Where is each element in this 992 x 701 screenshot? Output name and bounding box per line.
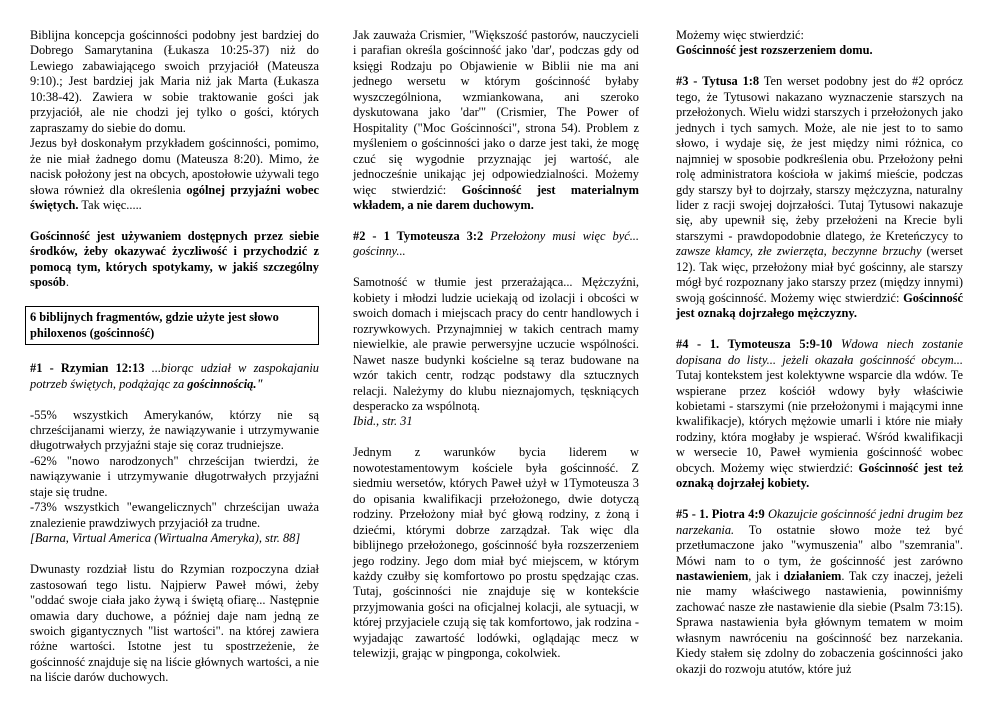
leader-paragraph: Jednym z warunków bycia liderem w nowotestamentowym kościele była gościnność. Z siedmiu wersetów, których Paweł użył w 1Tymoteusza 3 do opisania kwalifikacji przełożonego, dwie dotyczą rodziny. Przełożony miał być głową rodziny, z żoną i dziećmi, którymi dobrze zarządzał. Tak więc dla biblijnego przełożonego, gościnność była rozszerzeniem jego rodziny. Jego dom miał być miejscem, w którym każdy czułby się komfortowo po prostu spędzając czas. Tutaj, gościnności nie znajduje się w kontekście przyjmowania gości na oficjalnej kolacji, ale sytuacji, w której przyjaciele czują się tak komfortowo, jak rodzina - wyjadając zawartość lodówki, oglądając mecz w telewizji, grając w pingponga, cokolwiek. [353,445,639,661]
stats-source: [Barna, Virtual America (Wirtualna Ameryka), str. 88] [30,531,301,546]
stat-55: -55% wszystkich Amerykanów, którzy nie są chrześcijanami wierzy, że nawiązywanie i utrzymywanie długotrwałych przyjaźni staje się coraz trudniejsze. [30,407,319,453]
section-5-body-2: , jak i [748,569,784,583]
section-4-conclusion: Gościnność jest też oznaką dojrzałej kobiety. [676,460,963,491]
section-3 [676,74,963,321]
crismier-text: Jak zauważa Crismier, "Większość pastorów, nauczycieli i parafian określa gościnność jako 'dar', podczas gdy od księgi Rodzaju po Objawienie w Biblii nie ma ani jednego wersetu w którym gościnność byłaby wyszczególniona, wzmiankowana, ani szeroko dyskutowana jako 'dar'" (Crismier, The Power of Hospitality ("Moc Gościnności", strona 54). Problem z myśleniem o gościnności jako o darze jest taki, że mogę czuć się wygodnie przyznając jej wartość, ale jednocześnie unikając jej odpowiedzialności. Możemy więc stwierdzić: [353,28,639,197]
jesus-tail: Tak więc..... [78,197,142,212]
definition-bold: Gościnność jest używaniem dostępnych przez siebie środków, żeby okazywać życzliwość i przychodzić z pomocą tym, których spotykamy, w jakiś szczególny sposób [30,228,319,290]
section-3-quote: zawsze kłamcy, złe zwierzęta, beczynne brzuchy [676,244,922,259]
column-middle [353,28,639,677]
jesus-bold: ogólnej przyjaźni wobec świętych. [30,182,319,212]
section-5-body-3: . Tak czy inaczej, jeżeli nie mamy właściwego nastawienia, powinniśmy zachować nasze złe nastawienie dla siebie (Psalm 73:15). Sprawa nastawienia była głównym tematem w moim własnym nawróceniu na gościnność bez narzekania. Kiedy stałem się zdolny do zobaczenia gościnności jako okazji do rozwoju atutów, które już [676,569,963,676]
section-4-ref: #4 - 1. Tymoteusza 5:9-10 [676,337,833,352]
section-5-bold-1: nastawieniem [676,569,749,583]
home-lead: Możemy więc stwierdzić: [676,28,804,42]
home-conclusion [676,28,963,59]
column-right [676,28,963,693]
section-5 [676,507,963,677]
section-4-body: Tutaj kontekstem jest kolektywne wsparcie dla wdów. Te wspierane przez kościół wdowy były właściwie kobietami - starszymi (nie przełożonymi i mającymi inne kwalifikacje), których mężowie umarli i które nie miały rodziny, która mogłaby je wspierać. Wśród kwalifikacji w wersecie 10, Paweł wymienia gościnność wobec obcych. Możemy więc stwierdzić: [676,368,963,475]
crismier-paragraph [353,28,639,213]
stats-block [30,408,319,547]
section-4 [676,337,963,492]
stat-62: -62% "nowo narodzonych" chrześcijan twierdzi, że nawiązywanie i utrzymywanie długotrwałych przyjaźni staje się trudne. [30,453,319,499]
section-3-ref: #3 - Tytusa 1:8 [676,74,760,89]
jesus-text: Jezus był doskonałym przykładem gościnności, pomimo, że nie miał żadnego domu (Mateusza 8:20). Mimo, że nacisk położony jest na obcych, apostołowie używali tego słowa również dla określenia [30,136,319,197]
loneliness-source: Ibid., str. 31 [353,414,413,429]
crismier-conclusion: Gościnność jest materialnym wkładem, a nie darem duchowym. [353,182,639,212]
section-1-quote-bold: gościnnością." [187,376,264,391]
section-5-ref: #5 - 1. Piotra 4:9 [676,507,765,522]
romans-paragraph: Dwunasty rozdział listu do Rzymian rozpoczyna dział zastosowań tego listu. Najpierw Paweł mówi, żeby "oddać swoje ciała jako żywą i świętą ofiarę... Następnie omawia dary duchowe, a później daje nam jedną ze swoich gigantycznych "list wartości". na której zawiera różne wartości. Istotne jest tu spostrzeżenie, że gościnność znajduje się na liście głównych wartości, a nie na liście darów duchowych. [30,562,319,685]
section-4-quote: Wdowa niech zostanie dopisana do listy... jeżeli okazała gościnność obcym... [676,337,963,367]
section-1-quote: ...biorąc udział w zaspokajaniu potrzeb świętych, podążając za [30,361,319,391]
section-5-quote: Okazujcie gościnność jedni drugim bez narzekania. [676,507,964,537]
jesus-paragraph [30,136,319,213]
definition-paragraph [30,229,319,291]
intro-paragraph: Biblijna koncepcja gościnności podobny jest bardziej do Dobrego Samarytanina (Łukasza 10:25-37) niż do Lewiego zabawiającego swoich przyjaciół (Mateusza 9:10).; Jest bardziej jak Maria niż jak Marta (Łukasza 10:38-42). Zawiera w sobie traktowanie gości jak przyjaciół, ale nie chodzi jej tylko o gości, których zapraszamy do siebie do domu. [30,28,319,135]
section-2-ref: #2 - 1 Tymoteusza 3:2 [353,228,484,243]
column-left [30,28,319,701]
section-3-body: Ten werset podobny jest do #2 oprócz tego, że Tytusowi nakazano wyznaczenie starszych na przełożonych. Wielu widzi starszych i przełożonych jako jednych i tych samych. Może, ale nie jest to to samo słowo, i wydaje się, że jest między nimi różnica, co najmniej w sposobie podkreślenia obu. Przełożony pełni rolę administratora kościoła w jakimś mieście, podczas gdy starszy był to dojrzały, starszy mężczyzna, naturalny lider z racji swojej dojrzałości. Tutaj Tytusowi nakazuje się, aby upewnił się, żeby przełożeni na Krecie byli starszymi - prawdopodobnie dlatego, że Kreteńczycy to [676,74,963,243]
section-1-ref: #1 - Rzymian 12:13 [30,361,145,376]
section-5-bold-2: działaniem [783,569,842,583]
section-2-heading [353,229,639,260]
section-2-quote: Przełożony musi więc być... gościnny... [353,228,639,259]
loneliness-text: Samotność w tłumie jest przerażająca... Mężczyźni, kobiety i młodzi ludzie uciekają od izolacji i obcości w swoich domach i miejscach pracy do centr handlowych i rozrywkowych. Przynajmniej w takich centrach mamy niewielkie, ale prawie perwersyjne uczucie wspólności. Nawet nasze budynki kościelne są teraz budowane na wzór takich centr, rodząc podstawy dla sztucznych relacji. Należymy do klubu nieznajomych, tęskniących desperacko za wspólnotą. [353,275,639,413]
stat-73: -73% wszystkich "ewangelicznych" chrześcijan uważa znalezienie prawdziwych przyjaciół za trudne. [30,500,319,530]
section-3-body-2: (werset 12). Tak więc, przełożony miał być gościnny, ale starszy mógł być rozpoznany jako starszy przez (między innymi) swoją gościnność. Możemy więc stwierdzić: [676,244,963,305]
fragments-heading-box: 6 biblijnych fragmentów, gdzie użyte jest słowo philoxenos (gościnność) [25,306,319,345]
section-1-heading [30,361,319,392]
definition-dot: . [65,275,69,290]
section-3-conclusion: Gościnność jest oznaką dojrzałego mężczyzny. [676,290,963,321]
home-bold: Gościnność jest rozszerzeniem domu. [676,43,873,58]
section-5-body-1: To ostatnie słowo może też być przetłumaczone jako "wymuszenia" albo "szemrania". Mówi nam to o tym, że gościnność jest zarówno [676,522,963,568]
loneliness-paragraph [353,275,639,430]
